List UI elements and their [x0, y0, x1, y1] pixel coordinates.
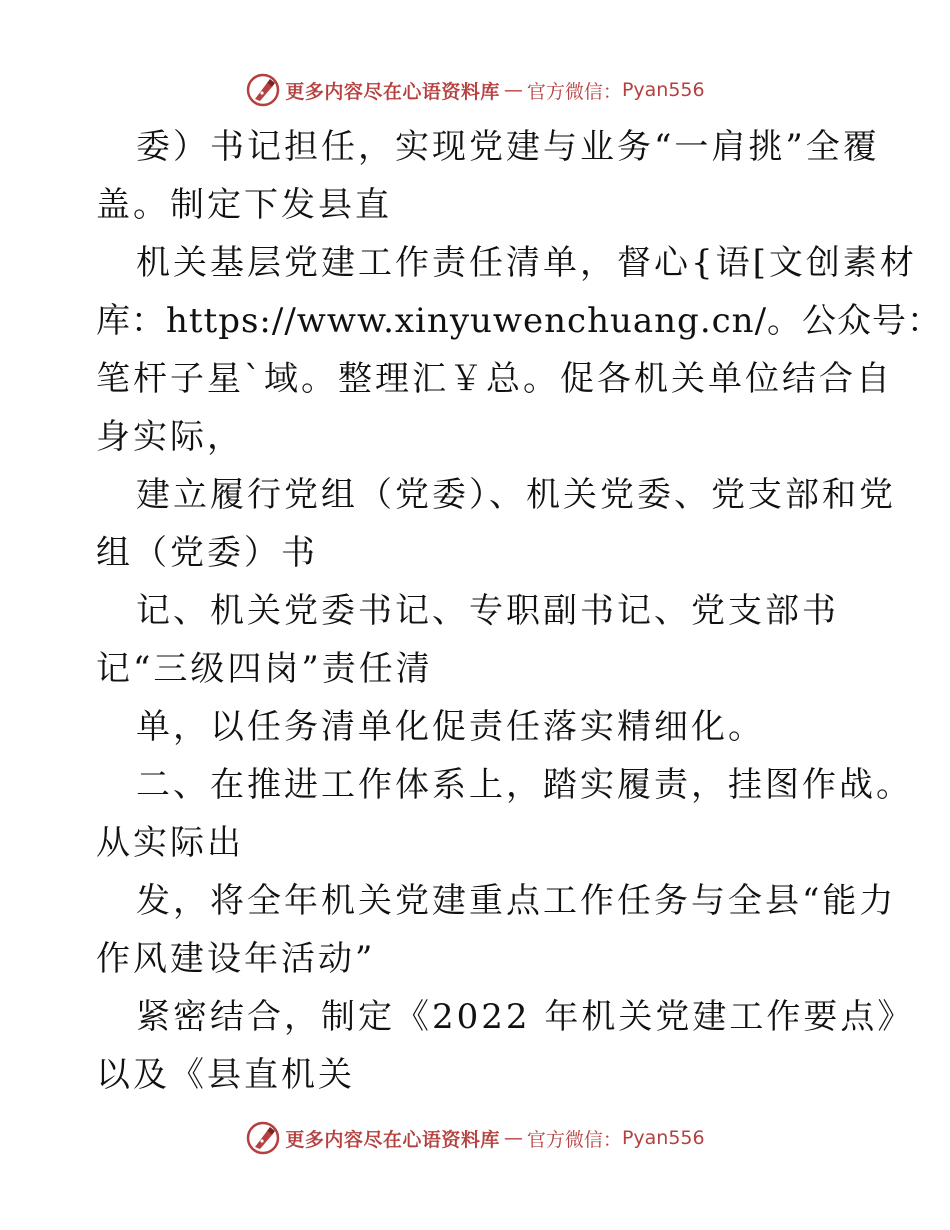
fountain-pen-logo-icon	[245, 1120, 281, 1156]
watermark-wechat-label: 官方微信：	[526, 1128, 622, 1151]
body-line: 机关基层党建工作责任清单，督心{语[文创素材	[136, 243, 917, 283]
watermark-wechat-id: Pyan556	[621, 79, 705, 101]
watermark-wechat-id: Pyan556	[621, 1127, 705, 1149]
watermark-separator: —	[503, 79, 523, 101]
body-line: 二、在推进工作体系上，踏实履责，挂图作战。	[136, 765, 913, 805]
document-body	[96, 118, 943, 1104]
body-line: 单，以任务清单化促责任落实精细化。	[136, 707, 765, 747]
body-line: 笔杆子星`域。整理汇￥总。促各机关单位结合自	[96, 359, 893, 399]
header-watermark	[0, 70, 950, 110]
body-line: 记“三级四岗”责任清	[96, 649, 433, 689]
body-line: 发，将全年机关党建重点工作任务与全县“能力	[136, 881, 897, 921]
body-line: 委）书记担任，实现党建与业务“一肩挑”全覆	[136, 127, 880, 167]
body-line: 从实际出	[96, 823, 244, 863]
body-line: 组（党委）书	[96, 533, 318, 573]
body-line: 身实际，	[96, 417, 244, 457]
watermark-brand: 更多内容尽在心语资料库	[285, 1128, 500, 1151]
body-line: 盖。制定下发县直	[96, 185, 392, 225]
fountain-pen-logo-icon	[245, 72, 281, 108]
watermark-wechat-label: 官方微信：	[526, 80, 622, 103]
watermark-brand: 更多内容尽在心语资料库	[285, 80, 500, 103]
body-line: 作风建设年活动”	[96, 939, 376, 979]
body-line: 建立履行党组（党委）、机关党委、党支部和党	[136, 475, 896, 515]
body-line: 紧密结合，制定《2022 年机关党建工作要点》	[136, 997, 915, 1037]
body-line: 以及《县直机关	[96, 1055, 355, 1095]
footer-watermark	[0, 1118, 950, 1158]
watermark-separator: —	[503, 1127, 523, 1149]
body-line: 记、机关党委书记、专职副书记、党支部书	[136, 591, 839, 631]
body-line: 库：https://www.xinyuwenchuang.cn/。公众号：	[96, 301, 943, 341]
